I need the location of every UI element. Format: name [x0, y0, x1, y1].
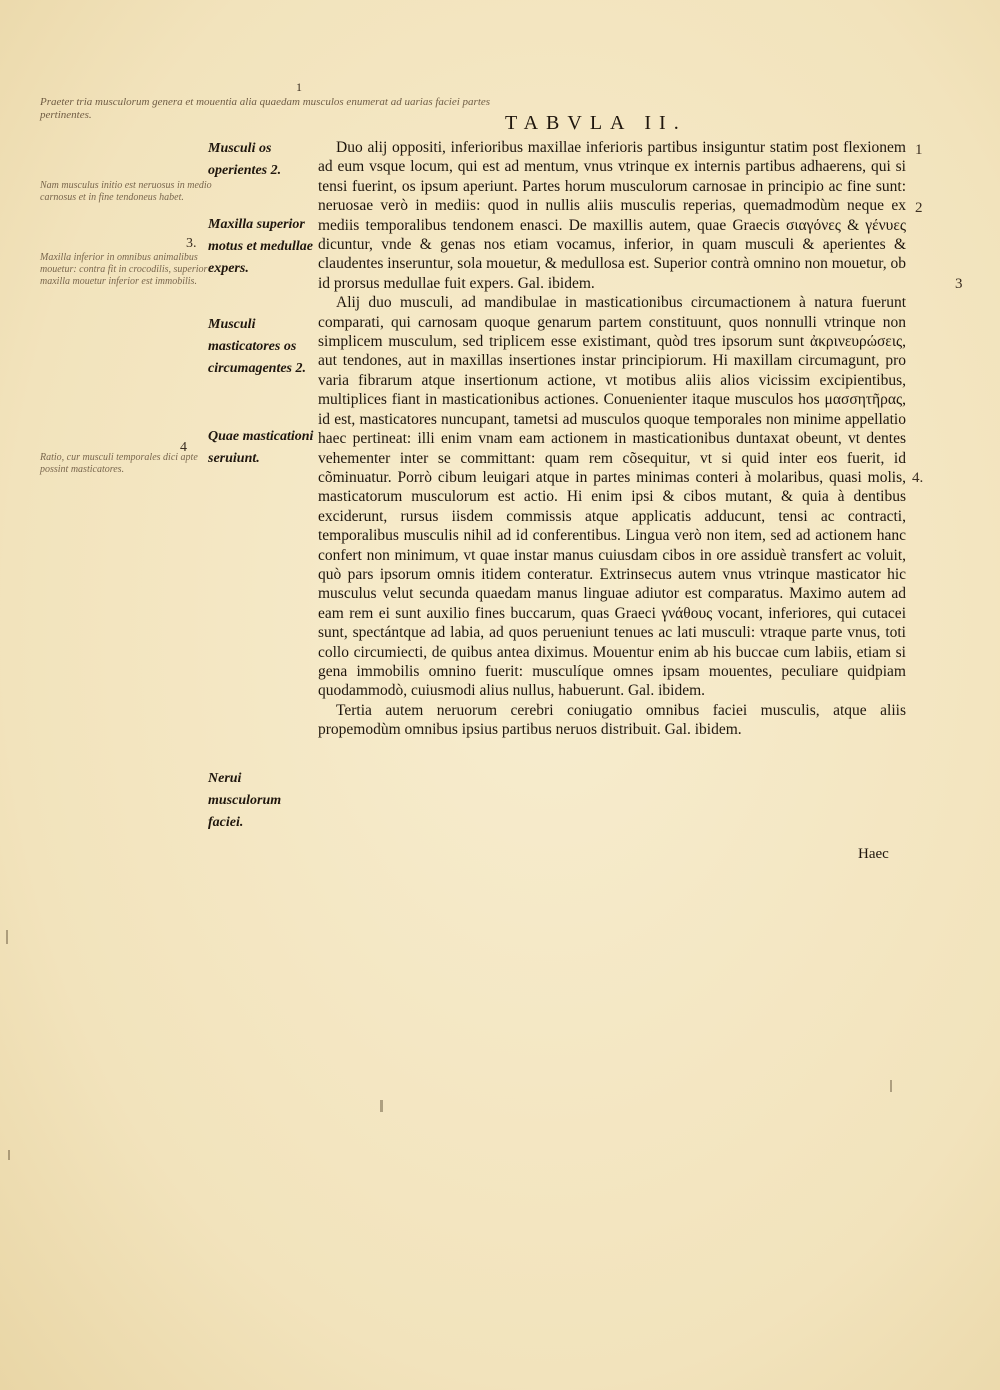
sidenote-heading: Musculi os operientes [208, 141, 272, 178]
sidenote-musculi-masticatores [208, 314, 318, 380]
sidenote-heading: Quae masticationi seruiunt. [208, 429, 314, 466]
sidenote-quae-masticationi [208, 426, 318, 470]
folio-number: 1 [296, 80, 302, 94]
margin-number: 4. [912, 470, 924, 486]
sidenote-number: 2. [270, 163, 282, 178]
paragraph: Tertia autem neruorum cerebri coniugatio omnibus faciei musculis, atque aliis propemodùm omnibus ipsius partibus neruos distribuit. Gal. ibidem. [318, 701, 906, 739]
main-text [318, 138, 906, 740]
sidenote-heading: Maxilla superior motus et medullae expers. [208, 217, 313, 276]
paper-speck [6, 930, 8, 944]
handwritten-note: Ratio, cur musculi temporales dici apte possint masticatores. [40, 452, 198, 475]
page-title: TABVLA II. [505, 112, 687, 134]
sidenote-number: 3. [186, 236, 197, 251]
sidenote-heading: Nerui musculorum faciei. [208, 771, 282, 830]
paper-speck [8, 1150, 10, 1160]
sidenote-maxilla-superior [208, 214, 318, 280]
paper-speck [380, 1100, 383, 1112]
handwritten-top-annotation: Praeter tria musculorum genera et mouentia alia quaedam musculos enumerat ad uarias faciei partes pertinentes. [40, 96, 491, 121]
catchword: Haec [858, 846, 889, 862]
handwritten-note: Nam musculus initio est neruosus in medio carnosus et in fine tendoneus habet. [40, 180, 212, 203]
sidenote-nerui-musculorum [208, 768, 318, 834]
margin-number: 1 [915, 142, 923, 158]
paper-speck [890, 1080, 892, 1092]
margin-number: 3 [955, 276, 963, 292]
paragraph: Alij duo musculi, ad mandibulae in masticationibus circumactionem à natura fuerunt comparati, qui carnosam quoque genarum partem constituunt, quos nonnulli vtrinque non simplicem musculum, sed triplicem esse existimant, quòd tres ipsorum sunt ἀκρινευρώσεις, aut tendones, aut in maxillas insertiones instar principiorum. Hi maxillam circumagunt, pro varia fibrarum atque insertionum actione, vt motibus aliis alios vicissim excipientibus, multiplices fiant in masticationibus actiones. Conuenienter itaque musculos hos μασσητῆρας, id est, masticatores nuncupant, tametsi ad musculos quoque temporales non minime appellatio haec pertineat: illi enim vnam eam actionem in masticationibus duntaxat obeunt, vt dentes vehementer inter se committant: quam rem cõsequitur, vt si quid inter eos fuerit, id cõminuatur. Porrò cibum leuigari atque in partes minimas conteri à molaribus, quasi molis, masticatorum musculorum est actio. Hi enim ipsi & cibos mutant, & quia à dentibus exciderunt, rursus iisdem commissis atque applicatis adducunt, tensi ac contracti, temporalibus musculis nihil ad id conferentibus. Lingua verò non item, sed ad actionem hanc confert non minimum, vt quae instar manus cuiusdam cibos in ore assiduè transfert ac voluit, quò pars ipsorum omnis itidem conteratur. Extrinsecus autem vnus vtrinque masticator hic musculus velut secunda quaedam manus linguae adiutor est comparatus. Maximo autem ad eam rem ei sunt auxilio fines buccarum, quas Graeci γνάθους vocant, inferiores, qui cutacei sunt, spectántque ad labia, ad quos perueniunt tenues ac lati musculi: vtraque parte vnus, toti collo circumiecti, de quibus antea diximus. Mouentur enim ab his buccae cum labiis, etiam si gena immobilis omnino fuerit: musculíque omnes ipsam mouentes, peculiare quidpiam quodammodò, cuiusmodi alius nullus, habuerunt. Gal. ibidem. [318, 294, 906, 700]
handwritten-note: Maxilla inferior in omnibus animalibus mouetur: contra fit in crocodilis, superior maxilla mouetur inferior est immobilis. [40, 252, 208, 287]
paragraph: Duo alij oppositi, inferioribus maxillae inferioris partibus insiguntur statim post flexionem ad eum vsque locum, qui est ad mentum, vnus vtrinque ex internis partibus adhaerens, qui si tensi fuerint, os ipsum aperiunt. Partes horum musculorum carnosae in principio ac fine sunt: neruosae verò in mediis: quod in nullis aliis musculis reperias, quemadmodùm neque ex mediis temporalibus tendonem enasci. De maxillis autem, quae Graecis σιαγόνες & γένυες dicuntur, vnde & genas nos etiam vocamus, inferior, in quam musculi & aperientes & claudentes inseruntur, sola mouetur, & medullosa est. Superior contrà omnino non mouetur, ob id prorsus medullae fuit expers. Gal. ibidem. [318, 139, 906, 292]
sidenote-number: 2. [295, 361, 306, 376]
sidenote-number: 4 [180, 440, 187, 455]
sidenote-musculi-os-operientes [208, 138, 318, 182]
margin-number: 2 [915, 200, 923, 216]
sidenote-heading: Musculi masticatores os circumagentes [208, 317, 297, 376]
